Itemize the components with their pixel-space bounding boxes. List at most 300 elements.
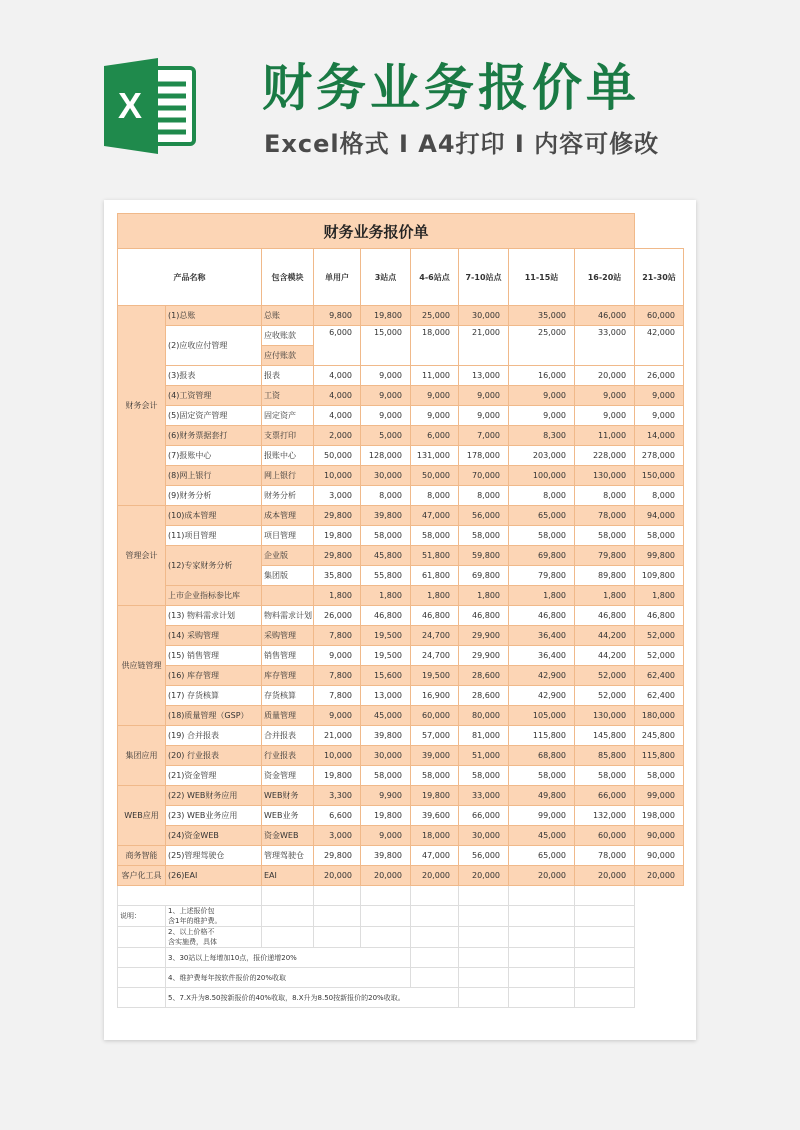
col-header-11-15: 11-15站	[509, 249, 575, 306]
price-cell: 245,800	[635, 726, 684, 746]
price-cell: 35,000	[509, 306, 575, 326]
price-cell: 58,000	[459, 766, 509, 786]
price-cell: 99,000	[509, 806, 575, 826]
product-name-cell: (9)财务分析	[166, 486, 262, 506]
product-name-cell: (12)专家财务分析	[166, 546, 262, 586]
module-cell: 集团版	[262, 566, 314, 586]
module-cell: 质量管理	[262, 706, 314, 726]
table-row	[118, 666, 684, 686]
module-cell: 采购管理	[262, 626, 314, 646]
price-cell: 42,900	[509, 666, 575, 686]
price-cell: 58,000	[459, 526, 509, 546]
module-cell: 固定资产	[262, 406, 314, 426]
price-cell: 115,800	[509, 726, 575, 746]
module-cell: 支票打印	[262, 426, 314, 446]
price-cell: 25,000	[509, 326, 575, 366]
price-cell: 3,300	[314, 786, 361, 806]
price-cell: 15,600	[361, 666, 411, 686]
price-cell: 28,600	[459, 686, 509, 706]
table-row	[118, 586, 684, 606]
price-cell: 9,000	[635, 386, 684, 406]
price-cell: 9,000	[575, 386, 635, 406]
price-cell: 51,000	[459, 746, 509, 766]
price-cell: 39,800	[361, 506, 411, 526]
price-cell: 203,000	[509, 446, 575, 466]
price-cell: 28,600	[459, 666, 509, 686]
price-cell: 9,000	[411, 386, 459, 406]
price-cell: 55,800	[361, 566, 411, 586]
price-cell: 19,500	[411, 666, 459, 686]
price-cell: 9,000	[411, 406, 459, 426]
price-cell: 4,000	[314, 406, 361, 426]
price-cell: 9,800	[314, 306, 361, 326]
price-cell: 16,900	[411, 686, 459, 706]
price-cell: 1,800	[411, 586, 459, 606]
price-cell: 29,900	[459, 646, 509, 666]
price-cell: 278,000	[635, 446, 684, 466]
price-cell: 109,800	[635, 566, 684, 586]
page-title: 财务业务报价单	[262, 59, 640, 117]
price-cell: 8,300	[509, 426, 575, 446]
group-label-group: 集团应用	[118, 726, 166, 786]
table-row	[118, 726, 684, 746]
price-cell: 178,000	[459, 446, 509, 466]
price-cell: 58,000	[635, 766, 684, 786]
table-row	[118, 386, 684, 406]
product-name-cell: (2)应收应付管理	[166, 326, 262, 366]
table-row	[118, 646, 684, 666]
module-cell: 销售管理	[262, 646, 314, 666]
price-cell: 13,000	[459, 366, 509, 386]
price-cell: 25,000	[411, 306, 459, 326]
note-4: 4、维护费每年按软件报价的20%收取	[166, 968, 411, 988]
price-cell: 8,000	[509, 486, 575, 506]
price-cell: 6,600	[314, 806, 361, 826]
price-cell: 1,800	[314, 586, 361, 606]
price-cell: 47,000	[411, 846, 459, 866]
price-cell: 69,800	[459, 566, 509, 586]
module-cell: 管理驾驶仓	[262, 846, 314, 866]
price-cell: 1,800	[575, 586, 635, 606]
price-cell: 50,000	[411, 466, 459, 486]
product-name-cell: (7)报账中心	[166, 446, 262, 466]
module-cell	[262, 586, 314, 606]
price-cell: 46,800	[509, 606, 575, 626]
col-header-4-6: 4-6站点	[411, 249, 459, 306]
price-cell: 79,800	[575, 546, 635, 566]
product-name-cell: (18)质量管理（GSP）	[166, 706, 262, 726]
product-name-cell: (22) WEB财务应用	[166, 786, 262, 806]
group-label-management: 管理会计	[118, 506, 166, 606]
price-cell: 58,000	[509, 526, 575, 546]
module-cell: WEB业务	[262, 806, 314, 826]
product-name-cell: (10)成本管理	[166, 506, 262, 526]
price-cell: 18,000	[411, 826, 459, 846]
price-cell: 100,000	[509, 466, 575, 486]
col-header-7-10: 7-10站点	[459, 249, 509, 306]
price-cell: 3,000	[314, 826, 361, 846]
module-cell: 物料需求计划	[262, 606, 314, 626]
price-cell: 51,800	[411, 546, 459, 566]
price-cell: 13,000	[361, 686, 411, 706]
price-cell: 29,800	[314, 546, 361, 566]
col-header-single: 单用户	[314, 249, 361, 306]
module-cell: 财务分析	[262, 486, 314, 506]
price-cell: 15,000	[361, 326, 411, 366]
table-body	[118, 306, 684, 886]
price-cell: 61,800	[411, 566, 459, 586]
price-cell: 60,000	[411, 706, 459, 726]
price-cell: 9,000	[314, 706, 361, 726]
header-banner	[0, 0, 800, 190]
product-name-cell: (16) 库存管理	[166, 666, 262, 686]
price-cell: 85,800	[575, 746, 635, 766]
module-cell: 报账中心	[262, 446, 314, 466]
product-name-cell: (14) 采购管理	[166, 626, 262, 646]
price-cell: 7,800	[314, 666, 361, 686]
price-cell: 52,000	[635, 626, 684, 646]
price-cell: 9,000	[509, 386, 575, 406]
price-cell: 9,000	[314, 646, 361, 666]
price-cell: 36,400	[509, 626, 575, 646]
price-cell: 79,800	[509, 566, 575, 586]
table-row	[118, 706, 684, 726]
product-name-cell: (26)EAI	[166, 866, 262, 886]
product-name-cell: (6)财务票据套打	[166, 426, 262, 446]
price-cell: 33,000	[575, 326, 635, 366]
price-cell: 26,000	[635, 366, 684, 386]
col-header-product: 产品名称	[118, 249, 262, 306]
table-row	[118, 326, 684, 346]
note-row	[118, 988, 684, 1008]
price-cell: 46,800	[575, 606, 635, 626]
price-cell: 26,000	[314, 606, 361, 626]
price-cell: 180,000	[635, 706, 684, 726]
price-cell: 50,000	[314, 446, 361, 466]
price-cell: 58,000	[361, 766, 411, 786]
price-cell: 8,000	[459, 486, 509, 506]
svg-text:X: X	[117, 85, 143, 126]
module-cell: 报表	[262, 366, 314, 386]
page-subtitle: Excel格式 I A4打印 I 内容可修改	[264, 130, 660, 158]
price-cell: 9,000	[361, 826, 411, 846]
col-header-21-30: 21-30站	[635, 249, 684, 306]
price-cell: 45,800	[361, 546, 411, 566]
price-cell: 81,000	[459, 726, 509, 746]
price-cell: 60,000	[635, 306, 684, 326]
table-row	[118, 426, 684, 446]
price-cell: 1,800	[459, 586, 509, 606]
price-cell: 1,800	[509, 586, 575, 606]
price-cell: 9,000	[459, 386, 509, 406]
price-cell: 46,800	[361, 606, 411, 626]
price-cell: 19,800	[361, 306, 411, 326]
price-cell: 21,000	[314, 726, 361, 746]
table-row	[118, 866, 684, 886]
price-cell: 59,800	[459, 546, 509, 566]
price-cell: 228,000	[575, 446, 635, 466]
quote-table	[117, 213, 684, 1008]
price-cell: 58,000	[411, 766, 459, 786]
product-name-cell: 上市企业指标参比库	[166, 586, 262, 606]
module-cell: EAI	[262, 866, 314, 886]
price-cell: 69,800	[509, 546, 575, 566]
price-cell: 9,000	[575, 406, 635, 426]
price-cell: 14,000	[635, 426, 684, 446]
price-cell: 90,000	[635, 846, 684, 866]
price-cell: 57,000	[411, 726, 459, 746]
price-cell: 29,900	[459, 626, 509, 646]
price-cell: 5,000	[361, 426, 411, 446]
product-name-cell: (19) 合并报表	[166, 726, 262, 746]
note-1: 1、上述报价包 含1年的维护费。	[166, 906, 262, 927]
price-cell: 52,000	[575, 686, 635, 706]
module-cell: 成本管理	[262, 506, 314, 526]
quote-sheet	[117, 213, 684, 1008]
price-cell: 99,800	[635, 546, 684, 566]
price-cell: 39,600	[411, 806, 459, 826]
price-cell: 42,000	[635, 326, 684, 366]
product-name-cell: (23) WEB业务应用	[166, 806, 262, 826]
product-name-cell: (17) 存货核算	[166, 686, 262, 706]
table-header-row	[118, 249, 684, 306]
price-cell: 65,000	[509, 846, 575, 866]
price-cell: 80,000	[459, 706, 509, 726]
price-cell: 29,800	[314, 506, 361, 526]
price-cell: 11,000	[575, 426, 635, 446]
product-name-cell: (4)工资管理	[166, 386, 262, 406]
price-cell: 16,000	[509, 366, 575, 386]
price-cell: 130,000	[575, 466, 635, 486]
module-cell: WEB财务	[262, 786, 314, 806]
price-cell: 105,000	[509, 706, 575, 726]
col-header-16-20: 16-20站	[575, 249, 635, 306]
price-cell: 39,800	[361, 726, 411, 746]
price-cell: 39,000	[411, 746, 459, 766]
price-cell: 7,800	[314, 686, 361, 706]
price-cell: 132,000	[575, 806, 635, 826]
price-cell: 47,000	[411, 506, 459, 526]
module-cell: 库存管理	[262, 666, 314, 686]
note-5: 5、7.X升为8.50按新报价的40%收取，8.X升为8.50按新报价的20%收取。	[166, 988, 459, 1008]
price-cell: 19,500	[361, 626, 411, 646]
price-cell: 19,500	[361, 646, 411, 666]
product-name-cell: (24)资金WEB	[166, 826, 262, 846]
price-cell: 19,800	[314, 766, 361, 786]
note-2: 2、以上价格不 含实施费，具体	[166, 927, 262, 948]
table-row	[118, 606, 684, 626]
col-header-module: 包含模块	[262, 249, 314, 306]
price-cell: 30,000	[459, 826, 509, 846]
price-cell: 20,000	[575, 866, 635, 886]
price-cell: 58,000	[509, 766, 575, 786]
price-cell: 45,000	[361, 706, 411, 726]
price-cell: 42,900	[509, 686, 575, 706]
price-cell: 30,000	[459, 306, 509, 326]
price-cell: 20,000	[361, 866, 411, 886]
price-cell: 3,000	[314, 486, 361, 506]
price-cell: 46,800	[459, 606, 509, 626]
price-cell: 9,000	[361, 366, 411, 386]
price-cell: 20,000	[314, 866, 361, 886]
price-cell: 90,000	[635, 826, 684, 846]
module-cell: 工资	[262, 386, 314, 406]
price-cell: 8,000	[361, 486, 411, 506]
module-cell: 企业版	[262, 546, 314, 566]
price-cell: 49,800	[509, 786, 575, 806]
product-name-cell: (8)网上银行	[166, 466, 262, 486]
price-cell: 21,000	[459, 326, 509, 366]
table-row	[118, 406, 684, 426]
price-cell: 9,000	[635, 406, 684, 426]
product-name-cell: (20) 行业报表	[166, 746, 262, 766]
price-cell: 68,800	[509, 746, 575, 766]
price-cell: 46,800	[411, 606, 459, 626]
price-cell: 20,000	[411, 866, 459, 886]
group-label-bi: 商务智能	[118, 846, 166, 866]
excel-logo-icon	[100, 58, 200, 154]
price-cell: 30,000	[361, 746, 411, 766]
module-cell: 行业报表	[262, 746, 314, 766]
price-cell: 19,800	[411, 786, 459, 806]
table-row	[118, 466, 684, 486]
table-row	[118, 526, 684, 546]
price-cell: 1,800	[361, 586, 411, 606]
price-cell: 1,800	[635, 586, 684, 606]
price-cell: 24,700	[411, 646, 459, 666]
price-cell: 4,000	[314, 366, 361, 386]
price-cell: 65,000	[509, 506, 575, 526]
price-cell: 56,000	[459, 506, 509, 526]
table-row	[118, 306, 684, 326]
price-cell: 150,000	[635, 466, 684, 486]
product-name-cell: (1)总账	[166, 306, 262, 326]
price-cell: 24,700	[411, 626, 459, 646]
table-row	[118, 806, 684, 826]
product-name-cell: (15) 销售管理	[166, 646, 262, 666]
price-cell: 9,000	[361, 386, 411, 406]
price-cell: 60,000	[575, 826, 635, 846]
price-cell: 58,000	[411, 526, 459, 546]
table-row	[118, 446, 684, 466]
price-cell: 7,000	[459, 426, 509, 446]
product-name-cell: (21)资金管理	[166, 766, 262, 786]
price-cell: 29,800	[314, 846, 361, 866]
price-cell: 58,000	[575, 526, 635, 546]
price-cell: 62,400	[635, 666, 684, 686]
module-cell: 总账	[262, 306, 314, 326]
note-3: 3、30站以上每增加10点，报价递增20%	[166, 948, 411, 968]
price-cell: 35,800	[314, 566, 361, 586]
module-cell: 项目管理	[262, 526, 314, 546]
module-cell: 资金管理	[262, 766, 314, 786]
note-row	[118, 886, 684, 906]
table-row	[118, 486, 684, 506]
note-row	[118, 906, 684, 927]
price-cell: 62,400	[635, 686, 684, 706]
price-cell: 66,000	[459, 806, 509, 826]
col-header-3: 3站点	[361, 249, 411, 306]
price-cell: 58,000	[575, 766, 635, 786]
module-cell: 合并报表	[262, 726, 314, 746]
price-cell: 56,000	[459, 846, 509, 866]
price-cell: 39,800	[361, 846, 411, 866]
price-cell: 9,000	[509, 406, 575, 426]
price-cell: 131,000	[411, 446, 459, 466]
module-cell: 存货核算	[262, 686, 314, 706]
price-cell: 8,000	[411, 486, 459, 506]
module-cell: 资金WEB	[262, 826, 314, 846]
price-cell: 10,000	[314, 466, 361, 486]
product-name-cell: (11)项目管理	[166, 526, 262, 546]
table-row	[118, 546, 684, 566]
group-label-custom: 客户化工具	[118, 866, 166, 886]
price-cell: 52,000	[575, 666, 635, 686]
table-row	[118, 626, 684, 646]
price-cell: 33,000	[459, 786, 509, 806]
price-cell: 58,000	[361, 526, 411, 546]
price-cell: 6,000	[411, 426, 459, 446]
table-title: 财务业务报价单	[118, 214, 635, 249]
price-cell: 145,800	[575, 726, 635, 746]
price-cell: 10,000	[314, 746, 361, 766]
notes-label: 说明：	[118, 906, 166, 927]
price-cell: 99,000	[635, 786, 684, 806]
price-cell: 46,000	[575, 306, 635, 326]
price-cell: 52,000	[635, 646, 684, 666]
price-cell: 115,800	[635, 746, 684, 766]
price-cell: 198,000	[635, 806, 684, 826]
group-label-web: WEB应用	[118, 786, 166, 846]
note-row	[118, 948, 684, 968]
price-cell: 20,000	[509, 866, 575, 886]
product-name-cell: (3)报表	[166, 366, 262, 386]
price-cell: 20,000	[575, 366, 635, 386]
price-cell: 89,800	[575, 566, 635, 586]
table-row	[118, 786, 684, 806]
price-cell: 44,200	[575, 646, 635, 666]
table-title-row	[118, 214, 684, 249]
price-cell: 128,000	[361, 446, 411, 466]
price-cell: 94,000	[635, 506, 684, 526]
price-cell: 19,800	[361, 806, 411, 826]
note-row	[118, 927, 684, 948]
price-cell: 11,000	[411, 366, 459, 386]
table-row	[118, 766, 684, 786]
price-cell: 18,000	[411, 326, 459, 366]
product-name-cell: (25)管理驾驶仓	[166, 846, 262, 866]
price-cell: 9,900	[361, 786, 411, 806]
price-cell: 30,000	[361, 466, 411, 486]
price-cell: 8,000	[635, 486, 684, 506]
price-cell: 44,200	[575, 626, 635, 646]
module-cell: 应付账款	[262, 346, 314, 366]
table-row	[118, 366, 684, 386]
price-cell: 78,000	[575, 506, 635, 526]
price-cell: 9,000	[459, 406, 509, 426]
price-cell: 7,800	[314, 626, 361, 646]
price-cell: 9,000	[361, 406, 411, 426]
note-row	[118, 968, 684, 988]
group-label-supply: 供应链管理	[118, 606, 166, 726]
group-label-finance: 财务会计	[118, 306, 166, 506]
module-cell: 网上银行	[262, 466, 314, 486]
price-cell: 4,000	[314, 386, 361, 406]
price-cell: 20,000	[635, 866, 684, 886]
price-cell: 20,000	[459, 866, 509, 886]
price-cell: 130,000	[575, 706, 635, 726]
price-cell: 78,000	[575, 846, 635, 866]
